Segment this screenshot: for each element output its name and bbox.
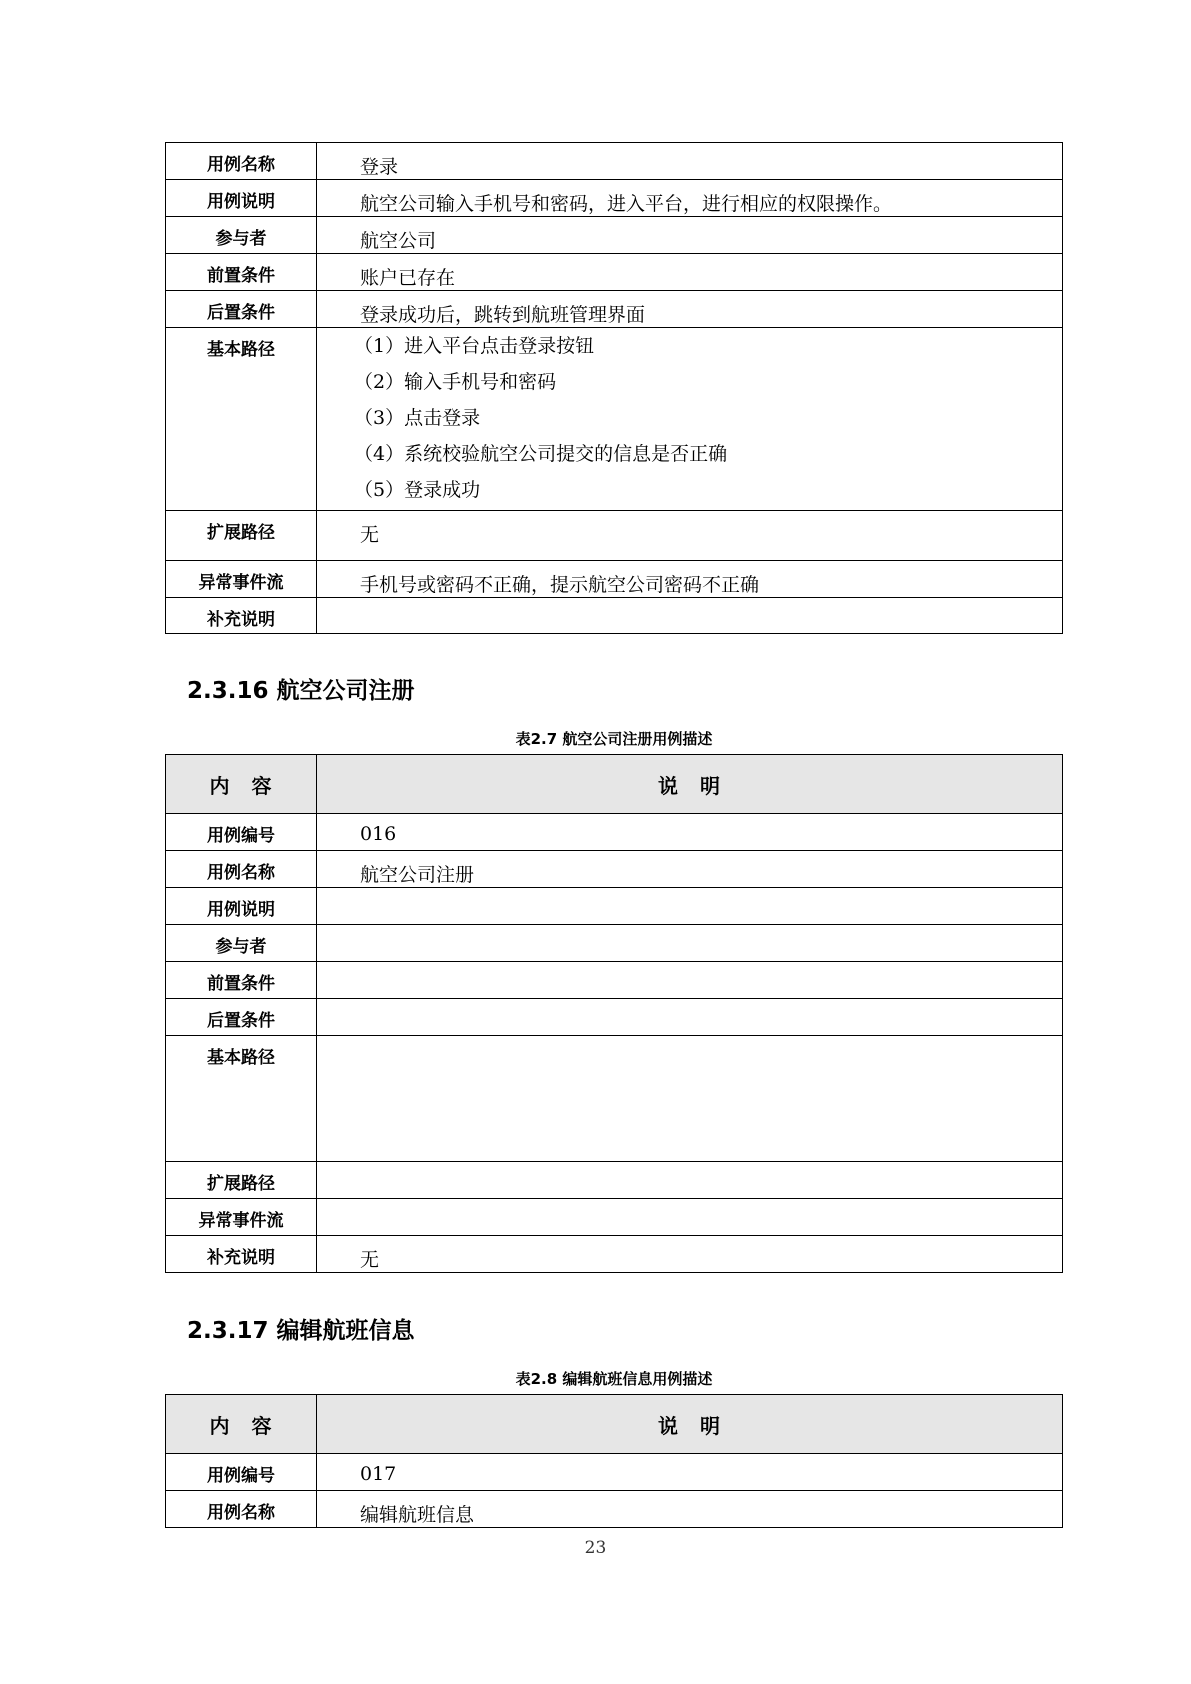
- table-row: [166, 328, 1063, 511]
- row-value: 航空公司注册: [317, 851, 1063, 888]
- header-description: 说 明: [317, 755, 1063, 814]
- basic-path-steps: [317, 328, 1063, 511]
- row-value: 016: [317, 814, 1063, 851]
- table-row: [166, 291, 1063, 328]
- row-value: [317, 999, 1063, 1036]
- table-row: [166, 888, 1063, 925]
- row-label: 用例名称: [166, 1491, 317, 1528]
- row-label: 后置条件: [166, 999, 317, 1036]
- table-row: [166, 962, 1063, 999]
- row-label: 参与者: [166, 217, 317, 254]
- table-row: [166, 814, 1063, 851]
- path-step: （1）进入平台点击登录按钮: [354, 335, 595, 357]
- table-row: [166, 561, 1063, 598]
- row-label: 参与者: [166, 925, 317, 962]
- row-value: [317, 962, 1063, 999]
- row-label: 用例编号: [166, 814, 317, 851]
- row-value: [317, 598, 1063, 634]
- path-step: （5）登录成功: [354, 479, 481, 501]
- table-row: [166, 1036, 1063, 1162]
- row-value: 无: [317, 1236, 1063, 1273]
- row-label: 后置条件: [166, 291, 317, 328]
- row-label: 用例名称: [166, 851, 317, 888]
- header-content: 内 容: [166, 755, 317, 814]
- airline-register-table: [165, 754, 1063, 1273]
- table-row: [166, 999, 1063, 1036]
- table-row: [166, 1454, 1063, 1491]
- table-row: [166, 1491, 1063, 1528]
- page-number: 23: [584, 1538, 607, 1558]
- row-label: 异常事件流: [166, 1199, 317, 1236]
- header-description: 说 明: [317, 1395, 1063, 1454]
- row-value: 手机号或密码不正确，提示航空公司密码不正确: [317, 561, 1063, 598]
- row-label: 用例说明: [166, 888, 317, 925]
- row-label: 前置条件: [166, 254, 317, 291]
- row-label: 异常事件流: [166, 561, 317, 598]
- row-value: 登录: [317, 143, 1063, 180]
- row-label: 用例说明: [166, 180, 317, 217]
- table-row: [166, 925, 1063, 962]
- login-usecase-table: [165, 142, 1063, 634]
- path-step: （3）点击登录: [354, 407, 481, 429]
- row-label: 用例名称: [166, 143, 317, 180]
- row-value: 账户已存在: [317, 254, 1063, 291]
- row-value: [317, 888, 1063, 925]
- row-label: 基本路径: [166, 328, 317, 511]
- edit-flight-table: [165, 1394, 1063, 1528]
- table-row: [166, 180, 1063, 217]
- table-caption: 表2.7 航空公司注册用例描述: [515, 730, 713, 748]
- table-row: [166, 254, 1063, 291]
- row-value: 编辑航班信息: [317, 1491, 1063, 1528]
- table-row: [166, 143, 1063, 180]
- row-value: [317, 1162, 1063, 1199]
- table-row: [166, 1162, 1063, 1199]
- row-label: 补充说明: [166, 1236, 317, 1273]
- row-label: 前置条件: [166, 962, 317, 999]
- row-value: [317, 1036, 1063, 1162]
- row-value: 航空公司: [317, 217, 1063, 254]
- row-label: 扩展路径: [166, 1162, 317, 1199]
- table-row: [166, 1199, 1063, 1236]
- path-step: （2）输入手机号和密码: [354, 371, 557, 393]
- row-value: 无: [317, 511, 1063, 561]
- section-heading: 2.3.17 编辑航班信息: [187, 1318, 415, 1344]
- row-value: 017: [317, 1454, 1063, 1491]
- table-header-row: [166, 1395, 1063, 1454]
- row-label: 扩展路径: [166, 511, 317, 561]
- header-content: 内 容: [166, 1395, 317, 1454]
- section-heading: 2.3.16 航空公司注册: [187, 678, 415, 704]
- table-header-row: [166, 755, 1063, 814]
- table-row: [166, 217, 1063, 254]
- row-label: 基本路径: [166, 1036, 317, 1162]
- table-row: [166, 511, 1063, 561]
- table-row: [166, 1236, 1063, 1273]
- path-step: （4）系统校验航空公司提交的信息是否正确: [354, 443, 728, 465]
- row-value: [317, 925, 1063, 962]
- row-value: 航空公司输入手机号和密码，进入平台，进行相应的权限操作。: [317, 180, 1063, 217]
- table-caption: 表2.8 编辑航班信息用例描述: [515, 1370, 713, 1388]
- row-label: 补充说明: [166, 598, 317, 634]
- row-value: 登录成功后，跳转到航班管理界面: [317, 291, 1063, 328]
- table-row: [166, 851, 1063, 888]
- table-row: [166, 598, 1063, 634]
- row-label: 用例编号: [166, 1454, 317, 1491]
- row-value: [317, 1199, 1063, 1236]
